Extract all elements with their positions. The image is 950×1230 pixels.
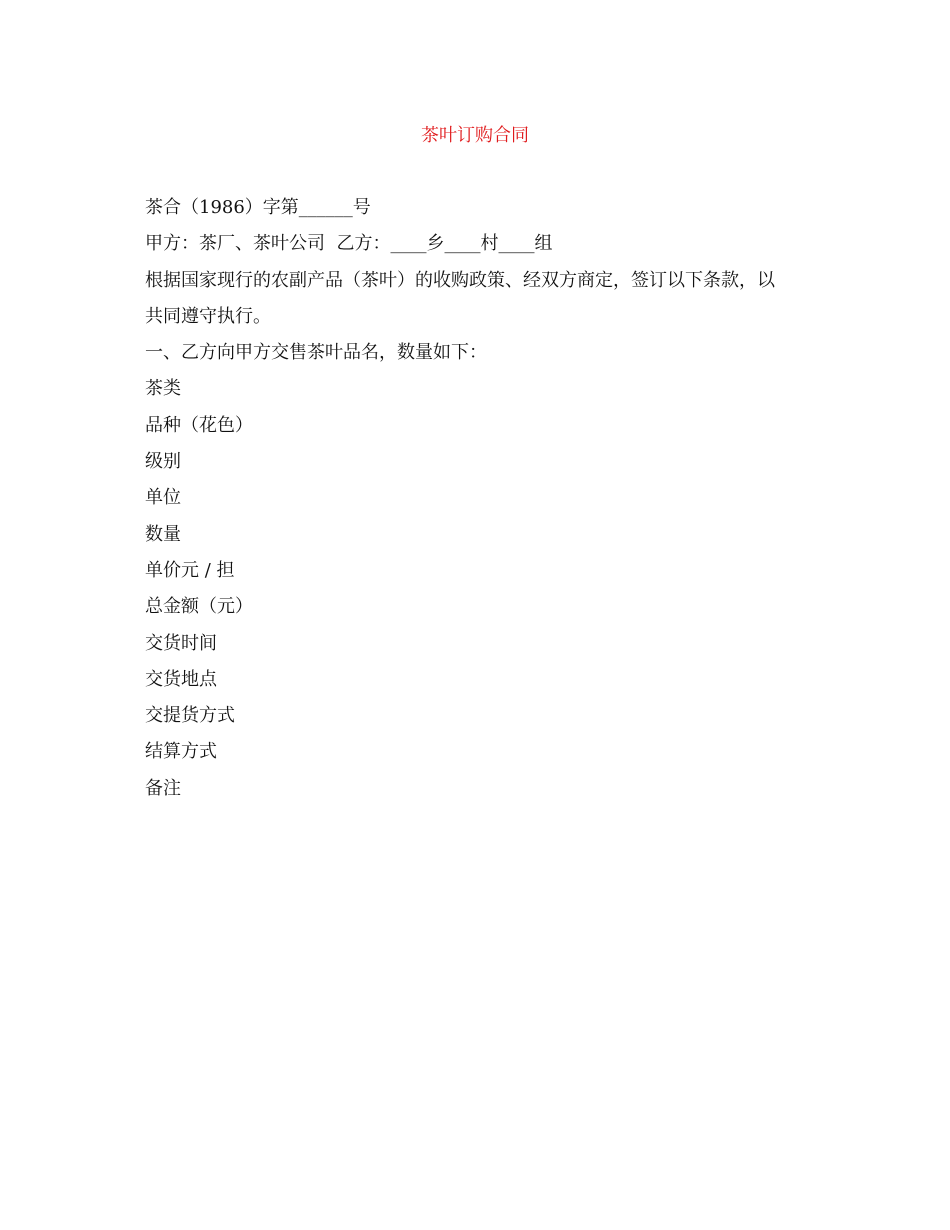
- preamble-line-2: 共同遵守执行。: [145, 305, 271, 327]
- contract-number-line: 茶合（1986）字第______号: [145, 197, 371, 218]
- field-tea-category: 茶类: [145, 378, 181, 400]
- field-total-amount: 总金额（元）: [145, 596, 253, 618]
- field-remarks: 备注: [145, 777, 181, 799]
- field-delivery-time: 交货时间: [145, 632, 217, 654]
- field-grade: 级别: [145, 451, 181, 473]
- document-body: [145, 195, 805, 812]
- preamble-line-1: 根据国家现行的农副产品（茶叶）的收购政策、经双方商定，签订以下条款，以: [145, 269, 775, 291]
- field-unit-price: 单价元 / 担: [145, 559, 235, 581]
- field-unit: 单位: [145, 487, 181, 509]
- field-settlement-method: 结算方式: [145, 741, 217, 763]
- clause-1-heading: 一、乙方向甲方交售茶叶品名，数量如下：: [145, 342, 487, 364]
- field-variety: 品种（花色）: [145, 414, 253, 436]
- field-delivery-location: 交货地点: [145, 668, 217, 690]
- document-title: 茶叶订购合同: [421, 125, 529, 146]
- field-delivery-method: 交提货方式: [145, 705, 235, 727]
- field-quantity: 数量: [145, 523, 181, 545]
- parties-line: 甲方：茶厂、茶叶公司 乙方：____乡____村____组: [145, 233, 553, 255]
